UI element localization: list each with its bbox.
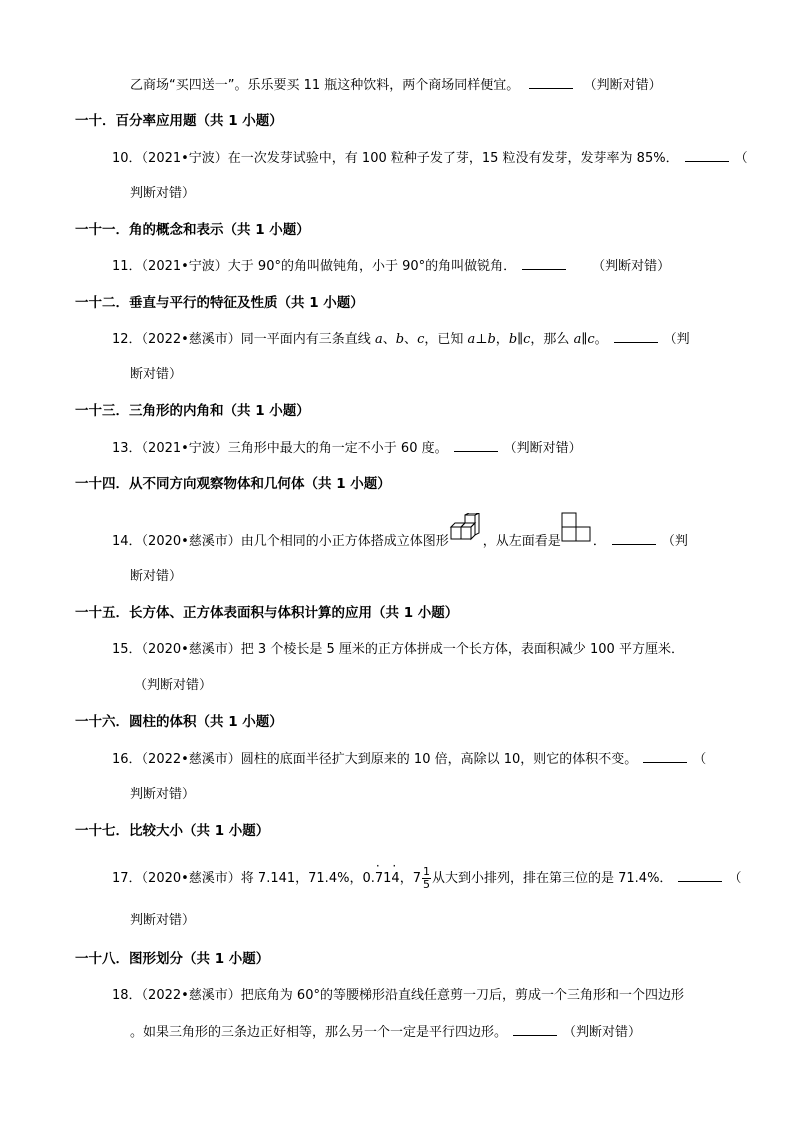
intro-line	[130, 76, 662, 95]
answer-blank[interactable]	[529, 76, 573, 89]
question-text: 从大到小排列，排在第三位的是 71.4%．	[432, 871, 673, 886]
separator: 、	[404, 332, 418, 347]
question-text: 11．（2021•宁波）大于 90°的角叫做钝角，小于 90°的角叫做锐角．	[112, 259, 517, 274]
fraction	[422, 866, 431, 891]
judge-label: （	[728, 871, 742, 886]
separator: ，	[399, 871, 413, 886]
section-heading: 一十三．三角形的内角和（共 1 小题）	[75, 403, 310, 419]
math-var-b: b	[395, 332, 405, 347]
question-text-cont: 断对错）	[130, 367, 183, 382]
section-heading: 一十．百分率应用题（共 1 小题）	[75, 113, 283, 129]
section-heading: 一十五．长方体、正方体表面积与体积计算的应用（共 1 小题）	[75, 605, 459, 621]
judge-label: （判	[663, 332, 690, 347]
question-15: 15．（2020•慈溪市）把 3 个棱长是 5 厘米的正方体拼成一个长方体，表面积减少 100 平方厘米．	[112, 642, 684, 657]
mixed-number-whole: 7	[412, 871, 421, 886]
answer-blank[interactable]	[685, 149, 729, 162]
separator: 、	[382, 332, 396, 347]
question-10	[112, 149, 748, 168]
question-text-cont: 断对错）	[130, 569, 183, 584]
question-text: ，那么	[530, 332, 574, 347]
question-13	[112, 439, 582, 458]
question-text: 12．（2022•慈溪市）同一平面内有三条直线	[112, 332, 375, 347]
section-heading: 一十七．比较大小（共 1 小题）	[75, 823, 270, 839]
question-text: 16．（2022•慈溪市）圆柱的底面半径扩大到原来的 10 倍，高除以 10，则它的体积不变。	[112, 752, 638, 767]
answer-blank[interactable]	[612, 532, 656, 545]
left-view-icon	[561, 512, 593, 544]
section-heading: 一十六．圆柱的体积（共 1 小题）	[75, 714, 283, 730]
answer-blank[interactable]	[643, 750, 687, 763]
question-text-cont: 判断对错）	[130, 186, 196, 201]
fraction-numerator: 1	[423, 865, 430, 878]
section-heading: 一十四．从不同方向观察物体和几何体（共 1 小题）	[75, 476, 391, 492]
answer-blank[interactable]	[522, 257, 566, 270]
math-var-c: c	[417, 332, 425, 347]
question-12	[112, 330, 690, 349]
question-14	[112, 532, 688, 551]
judge-label: （判断对错）	[592, 259, 671, 274]
question-11	[112, 257, 670, 276]
question-text: 17．（2020•慈溪市）将 7.141，71.4%，0.	[112, 871, 375, 886]
judge-label: （判断对错）	[563, 1025, 642, 1040]
digit: 1	[383, 871, 392, 886]
judge-label: （判断对错）	[503, 441, 582, 456]
question-text: ，已知	[424, 332, 468, 347]
answer-blank[interactable]	[678, 869, 722, 882]
repeating-digit: · 7	[374, 859, 384, 886]
cube-stack-icon	[449, 513, 483, 543]
section-heading: 一十八．图形划分（共 1 小题）	[75, 951, 270, 967]
question-text: ，从左面看是	[482, 534, 561, 549]
question-17	[112, 859, 742, 891]
judge-label: （	[734, 151, 748, 166]
question-text: 。	[594, 332, 608, 347]
judge-label: （判断对错）	[134, 678, 213, 693]
question-18-cont	[130, 1023, 641, 1042]
question-text: 14．（2020•慈溪市）由几个相同的小正方体搭成立体图形	[112, 534, 449, 549]
question-text: ．	[592, 534, 606, 549]
answer-blank[interactable]	[513, 1023, 557, 1036]
intro-text: 乙商场“买四送一”。乐乐要买 11 瓶这种饮料，两个商场同样便宜。	[130, 78, 520, 93]
math-condition: b∥c	[508, 332, 531, 347]
repeating-digit: · 4	[391, 859, 400, 886]
math-conclusion: a∥c	[573, 332, 595, 347]
math-condition: a⊥b	[467, 332, 496, 347]
question-text: 10．（2021•宁波）在一次发芽试验中，有 100 粒种子发了芽，15 粒没有发芽，发芽率为 85%．	[112, 151, 679, 166]
judge-label: （判断对错）	[583, 78, 662, 93]
question-18: 18．（2022•慈溪市）把底角为 60°的等腰梯形沿直线任意剪一刀后，剪成一个三角形和一个四边形	[112, 988, 684, 1003]
question-text: 。如果三角形的三条边正好相等，那么另一个一定是平行四边形。	[130, 1025, 508, 1040]
section-heading: 一十一．角的概念和表示（共 1 小题）	[75, 222, 310, 238]
answer-blank[interactable]	[614, 330, 658, 343]
question-16	[112, 750, 706, 769]
separator: ，	[495, 332, 509, 347]
left-view-figure	[561, 512, 593, 550]
question-text: 13．（2021•宁波）三角形中最大的角一定不小于 60 度。	[112, 441, 448, 456]
judge-label: （判	[661, 534, 688, 549]
section-heading: 一十二．垂直与平行的特征及性质（共 1 小题）	[75, 295, 364, 311]
fraction-denominator: 5	[423, 878, 430, 891]
repeat-dot-icon: ·	[392, 859, 397, 873]
math-var-a: a	[374, 332, 383, 347]
question-text-cont: 判断对错）	[130, 913, 196, 928]
judge-label: （	[693, 752, 707, 767]
cube-stack-figure	[449, 513, 483, 549]
question-text-cont: 判断对错）	[130, 787, 196, 802]
answer-blank[interactable]	[454, 439, 498, 452]
repeat-dot-icon: ·	[375, 859, 380, 873]
